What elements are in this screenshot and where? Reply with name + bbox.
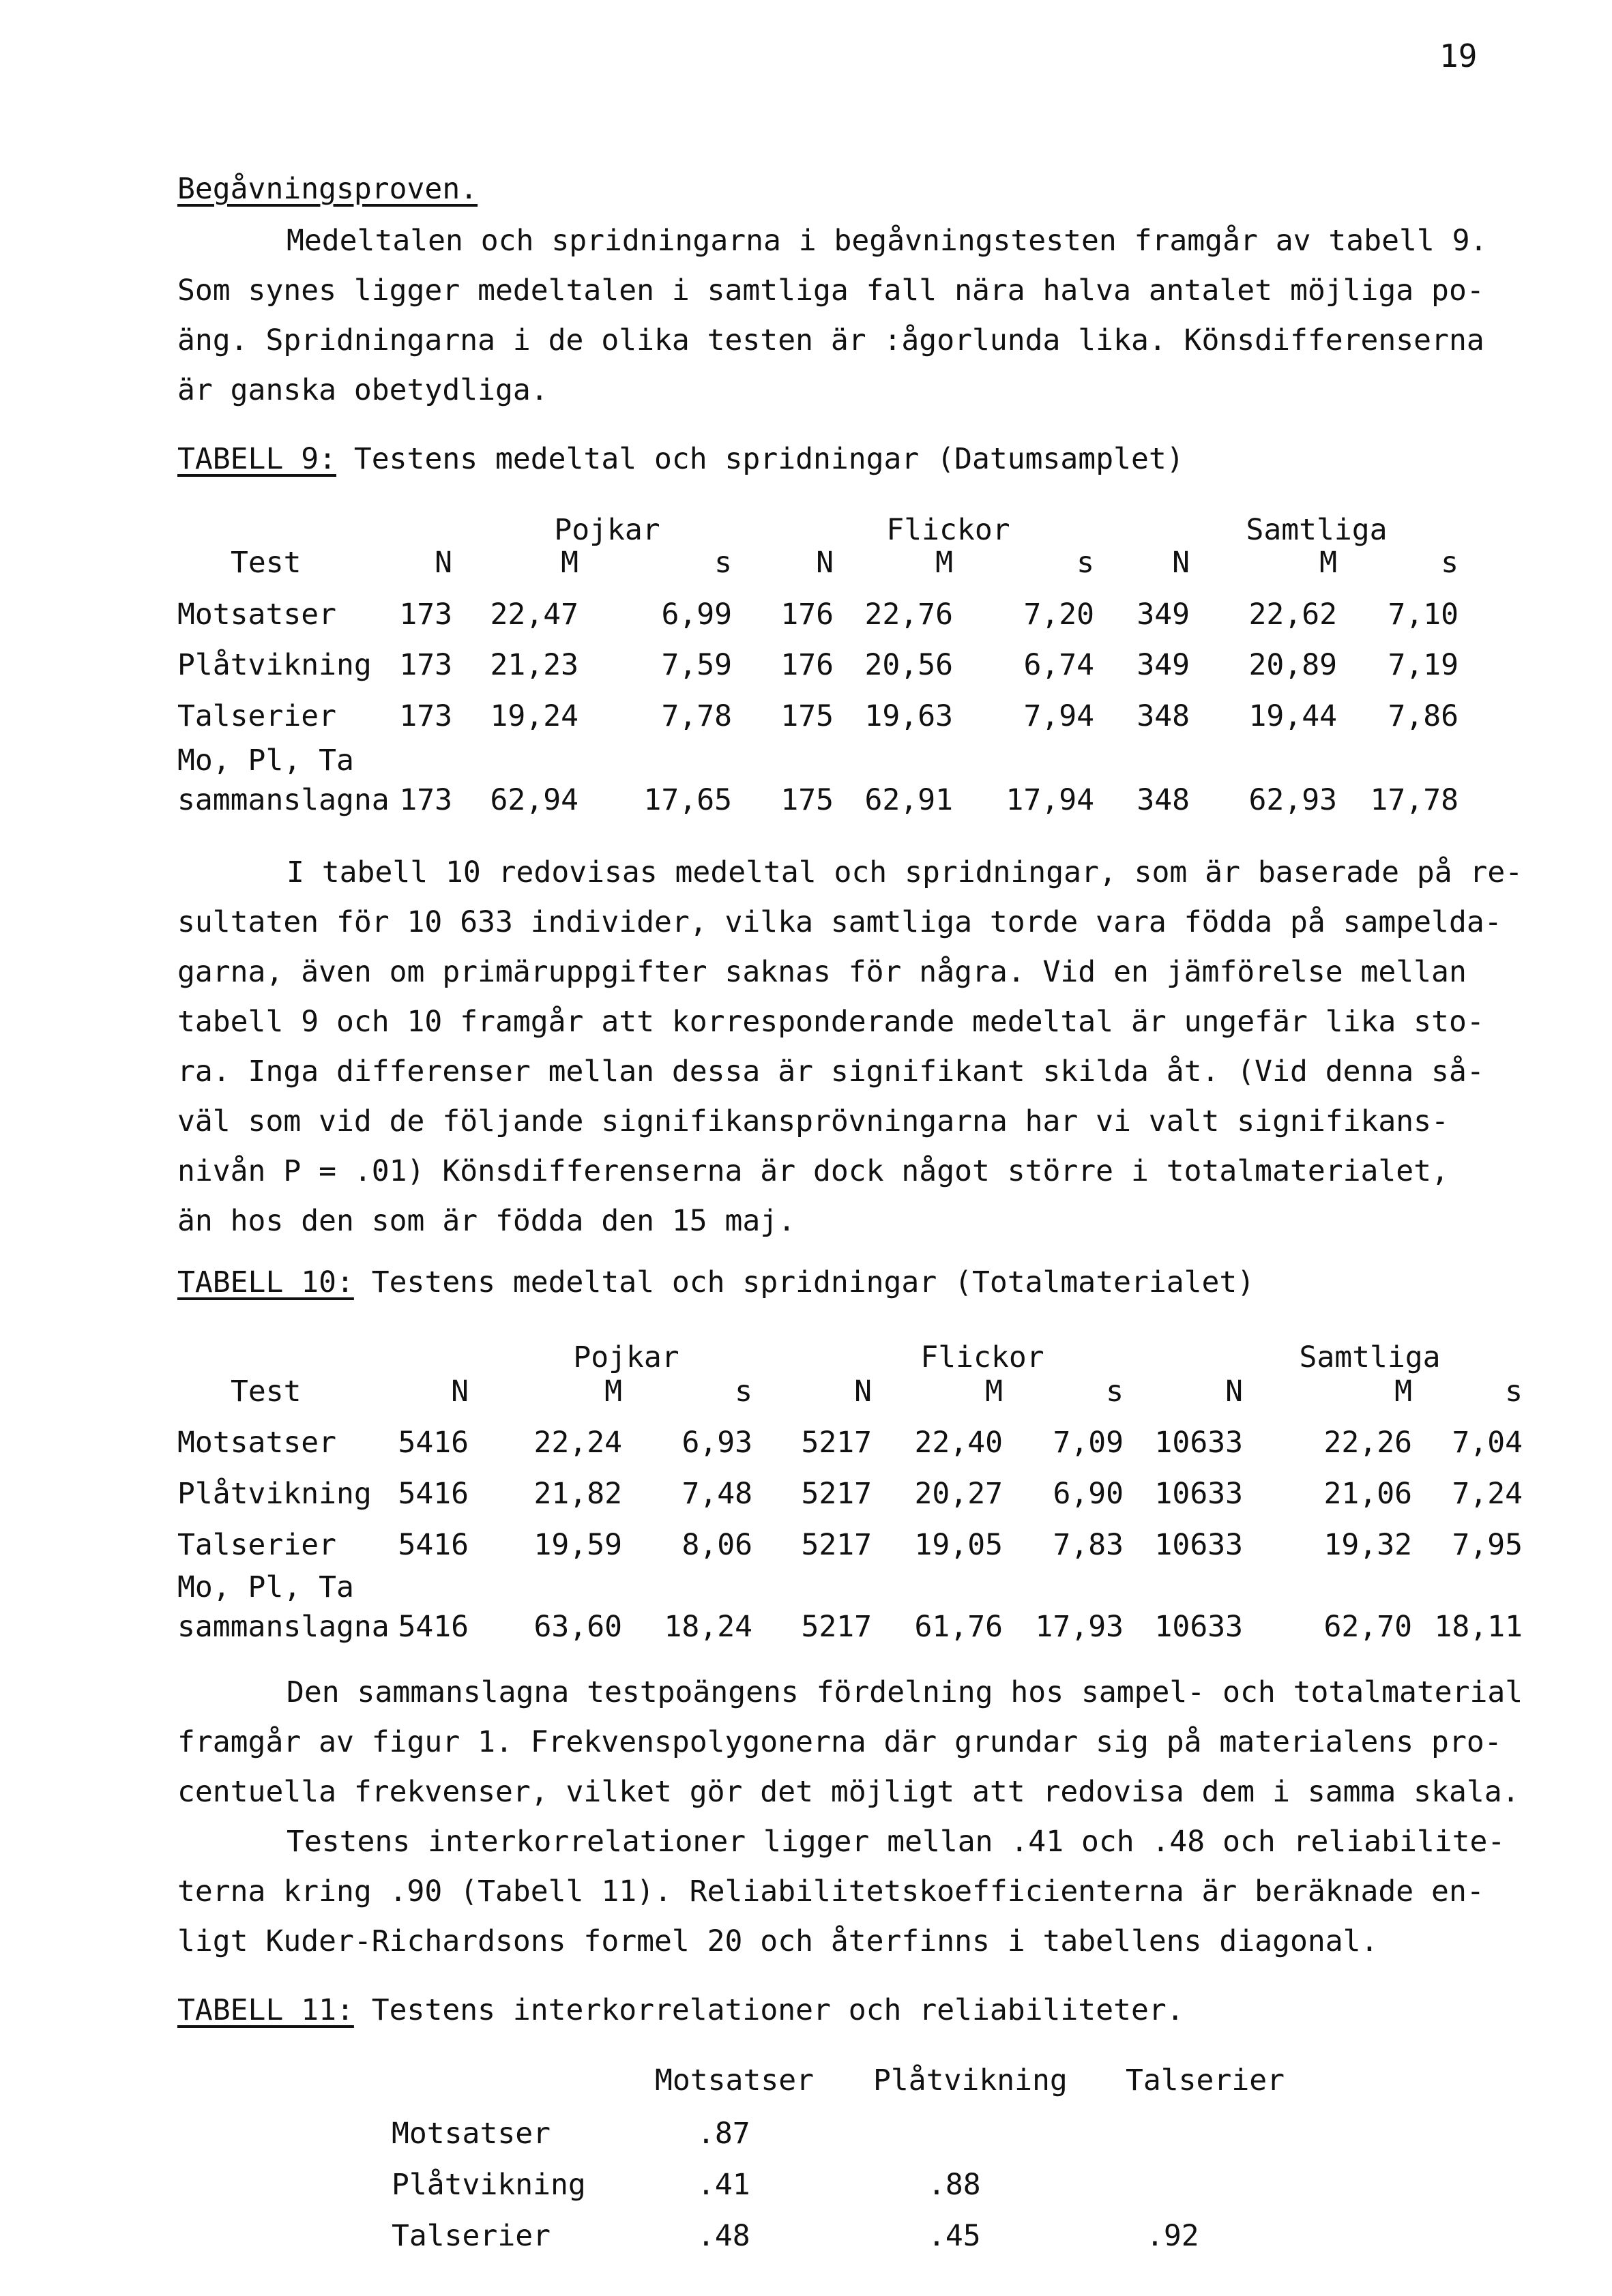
table-cell: 19,24 [490, 699, 578, 733]
column-header: Plåtvikning [873, 2063, 1068, 2098]
column-header: M [1319, 546, 1337, 580]
table-cell: 19,59 [533, 1528, 622, 1562]
group-header: Flickor [920, 1340, 1044, 1374]
table-cell: 173 [399, 699, 452, 733]
page-number: 19 [1439, 38, 1478, 74]
table-cell: 349 [1137, 598, 1190, 632]
table-cell: 62,94 [490, 783, 578, 817]
table-cell: 349 [1137, 648, 1190, 682]
table-cell: .88 [928, 2168, 981, 2202]
table-cell: 8,06 [682, 1528, 752, 1562]
table-cell: 62,91 [864, 783, 953, 817]
paragraph-line: Medeltalen och spridningarna i begåvningstesten framgår av tabell 9. [287, 224, 1488, 258]
table10-title: Testens medeltal och spridningar (Totalmaterialet) [371, 1265, 1255, 1299]
table-cell: 6,93 [682, 1426, 752, 1460]
table-cell: 348 [1137, 699, 1190, 733]
column-header: M [935, 546, 953, 580]
table-cell: 20,27 [914, 1477, 1003, 1511]
row-label: Plåtvikning [177, 1477, 372, 1511]
column-header: N [451, 1374, 469, 1409]
group-header: Samtliga [1246, 513, 1388, 547]
paragraph-line: garna, även om primäruppgifter saknas för några. Vid en jämförelse mellan [177, 955, 1467, 989]
table-cell: 7,48 [682, 1477, 752, 1511]
table-cell: 5416 [398, 1610, 469, 1644]
paragraph-2 [177, 848, 1535, 1246]
table-cell: 7,20 [1023, 598, 1094, 632]
table-cell: 7,95 [1452, 1528, 1523, 1562]
table-cell: 5217 [801, 1528, 872, 1562]
row-label: sammanslagna [177, 783, 390, 817]
table-cell: .41 [697, 2168, 750, 2202]
column-header: Test [231, 1374, 302, 1409]
table-cell: 22,76 [864, 598, 953, 632]
table-cell: 173 [399, 783, 452, 817]
paragraph-1 [177, 216, 1535, 415]
column-header: s [1505, 1374, 1523, 1409]
paragraph-line: Som synes ligger medeltalen i samtliga fall nära halva antalet möjliga po- [177, 274, 1484, 308]
table-cell: 62,93 [1248, 783, 1337, 817]
table-cell: 17,65 [643, 783, 732, 817]
table-cell: 175 [780, 783, 834, 817]
paragraph-line: äng. Spridningarna i de olika testen är :ågorlunda lika. Könsdifferenserna [177, 323, 1484, 357]
row-label: Mo, Pl, Ta [177, 744, 354, 778]
paragraph-line: sultaten för 10 633 individer, vilka samtliga torde vara födda på sampelda- [177, 905, 1502, 939]
column-header: Talserier [1126, 2063, 1285, 2098]
table-cell: 21,82 [533, 1477, 622, 1511]
table-cell: .45 [928, 2219, 981, 2253]
paragraph-line: väl som vid de följande signifikansprövningarna har vi valt signifikans- [177, 1104, 1449, 1138]
table-cell: .48 [697, 2219, 750, 2253]
table-cell: 10633 [1154, 1528, 1243, 1562]
table-cell: 175 [780, 699, 834, 733]
table-cell: 10633 [1154, 1426, 1243, 1460]
table-cell: 63,60 [533, 1610, 622, 1644]
column-header: M [1394, 1374, 1412, 1409]
group-header: Pojkar [573, 1340, 679, 1374]
table-cell: 17,93 [1035, 1610, 1124, 1644]
table-cell: 6,90 [1053, 1477, 1124, 1511]
table-cell: 17,78 [1370, 783, 1459, 817]
table-cell: 22,40 [914, 1426, 1003, 1460]
row-label: Talserier [177, 699, 336, 733]
table-cell: 22,47 [490, 598, 578, 632]
paragraph-line: I tabell 10 redovisas medeltal och spridningar, som är baserade på re- [287, 855, 1523, 889]
column-header: M [561, 546, 578, 580]
table9-caption [177, 442, 1184, 476]
group-header: Pojkar [554, 513, 660, 547]
paragraph-line: nivån P = .01) Könsdifferenserna är dock något större i totalmaterialet, [177, 1154, 1449, 1188]
column-header: N [816, 546, 834, 580]
column-header: Test [231, 546, 302, 580]
table11-title: Testens interkorrelationer och reliabiliteter. [371, 1993, 1184, 2027]
table-cell: 19,63 [864, 699, 953, 733]
table-cell: 22,26 [1323, 1426, 1412, 1460]
row-label: Talserier [392, 2219, 551, 2253]
row-label: Plåtvikning [177, 648, 372, 682]
table-cell: 18,11 [1434, 1610, 1523, 1644]
column-header: s [714, 546, 732, 580]
column-header: s [735, 1374, 752, 1409]
table-cell: 7,19 [1388, 648, 1459, 682]
table-cell: 6,99 [661, 598, 732, 632]
table-cell: 348 [1137, 783, 1190, 817]
table9-label: TABELL 9: [177, 442, 336, 476]
row-label: Talserier [177, 1528, 336, 1562]
paragraph-line: centuella frekvenser, vilket gör det möjligt att redovisa dem i samma skala. [177, 1775, 1520, 1809]
column-header: Motsatser [655, 2063, 814, 2098]
table-cell: 10633 [1154, 1610, 1243, 1644]
paragraph-line: terna kring .90 (Tabell 11). Reliabilitetskoefficienterna är beräknade en- [177, 1874, 1484, 1909]
table-cell: 176 [780, 648, 834, 682]
table-cell: 22,24 [533, 1426, 622, 1460]
table-cell: 5416 [398, 1528, 469, 1562]
row-label: sammanslagna [177, 1610, 390, 1644]
row-label: Motsatser [177, 598, 336, 632]
section-heading: Begåvningsproven. [177, 172, 478, 206]
table-cell: 7,86 [1388, 699, 1459, 733]
table-cell: 7,10 [1388, 598, 1459, 632]
table-cell: 20,56 [864, 648, 953, 682]
table-cell: 173 [399, 648, 452, 682]
table9-title: Testens medeltal och spridningar (Datumsamplet) [353, 442, 1184, 476]
column-header: N [1172, 546, 1190, 580]
paragraph-3 [177, 1668, 1535, 1967]
table-cell: 5416 [398, 1477, 469, 1511]
table10-label: TABELL 10: [177, 1265, 354, 1299]
table-cell: .87 [697, 2117, 750, 2151]
table-cell: 7,09 [1053, 1426, 1124, 1460]
table-cell: 5217 [801, 1477, 872, 1511]
group-header: Flickor [886, 513, 1010, 547]
row-label: Motsatser [177, 1426, 336, 1460]
row-label: Motsatser [392, 2117, 551, 2151]
column-header: N [435, 546, 452, 580]
column-header: N [854, 1374, 872, 1409]
table-cell: 19,32 [1323, 1528, 1412, 1562]
paragraph-line: är ganska obetydliga. [177, 373, 548, 407]
table-cell: 10633 [1154, 1477, 1243, 1511]
table-cell: 61,76 [914, 1610, 1003, 1644]
table-cell: 5217 [801, 1426, 872, 1460]
table-cell: 7,83 [1053, 1528, 1124, 1562]
group-header: Samtliga [1299, 1340, 1441, 1374]
column-header: M [604, 1374, 622, 1409]
row-label: Mo, Pl, Ta [177, 1570, 354, 1604]
column-header: M [985, 1374, 1003, 1409]
table-cell: 22,62 [1248, 598, 1337, 632]
table-cell: 20,89 [1248, 648, 1337, 682]
table-cell: 19,44 [1248, 699, 1337, 733]
paragraph-line: än hos den som är födda den 15 maj. [177, 1204, 796, 1238]
table11-caption [177, 1993, 1184, 2027]
table-cell: 7,59 [661, 648, 732, 682]
table-cell: 62,70 [1323, 1610, 1412, 1644]
table-cell: 18,24 [664, 1610, 752, 1644]
column-header: N [1225, 1374, 1243, 1409]
table10-caption [177, 1265, 1255, 1299]
table-cell: 7,04 [1452, 1426, 1523, 1460]
row-label: Plåtvikning [392, 2168, 586, 2202]
column-header: s [1076, 546, 1094, 580]
paragraph-line: tabell 9 och 10 framgår att korresponderande medeltal är ungefär lika sto- [177, 1005, 1484, 1039]
table-cell: 17,94 [1006, 783, 1094, 817]
table-cell: 19,05 [914, 1528, 1003, 1562]
column-header: s [1441, 546, 1459, 580]
table-cell: 21,23 [490, 648, 578, 682]
table-cell: 7,78 [661, 699, 732, 733]
table-cell: .92 [1146, 2219, 1199, 2253]
table-cell: 7,24 [1452, 1477, 1523, 1511]
table11-label: TABELL 11: [177, 1993, 354, 2027]
table-cell: 176 [780, 598, 834, 632]
table-cell: 173 [399, 598, 452, 632]
table-cell: 7,94 [1023, 699, 1094, 733]
table-cell: 5416 [398, 1426, 469, 1460]
column-header: s [1106, 1374, 1124, 1409]
table-cell: 6,74 [1023, 648, 1094, 682]
paragraph-line: framgår av figur 1. Frekvenspolygonerna där grundar sig på materialens pro- [177, 1725, 1502, 1759]
paragraph-line: ra. Inga differenser mellan dessa är signifikant skilda åt. (Vid denna så- [177, 1055, 1484, 1089]
paragraph-line: Testens interkorrelationer ligger mellan .41 och .48 och reliabilite- [287, 1825, 1506, 1859]
paragraph-line: Den sammanslagna testpoängens fördelning hos sampel- och totalmaterial [287, 1675, 1523, 1709]
paragraph-line: ligt Kuder-Richardsons formel 20 och återfinns i tabellens diagonal. [177, 1924, 1379, 1958]
table-cell: 21,06 [1323, 1477, 1412, 1511]
table-cell: 5217 [801, 1610, 872, 1644]
